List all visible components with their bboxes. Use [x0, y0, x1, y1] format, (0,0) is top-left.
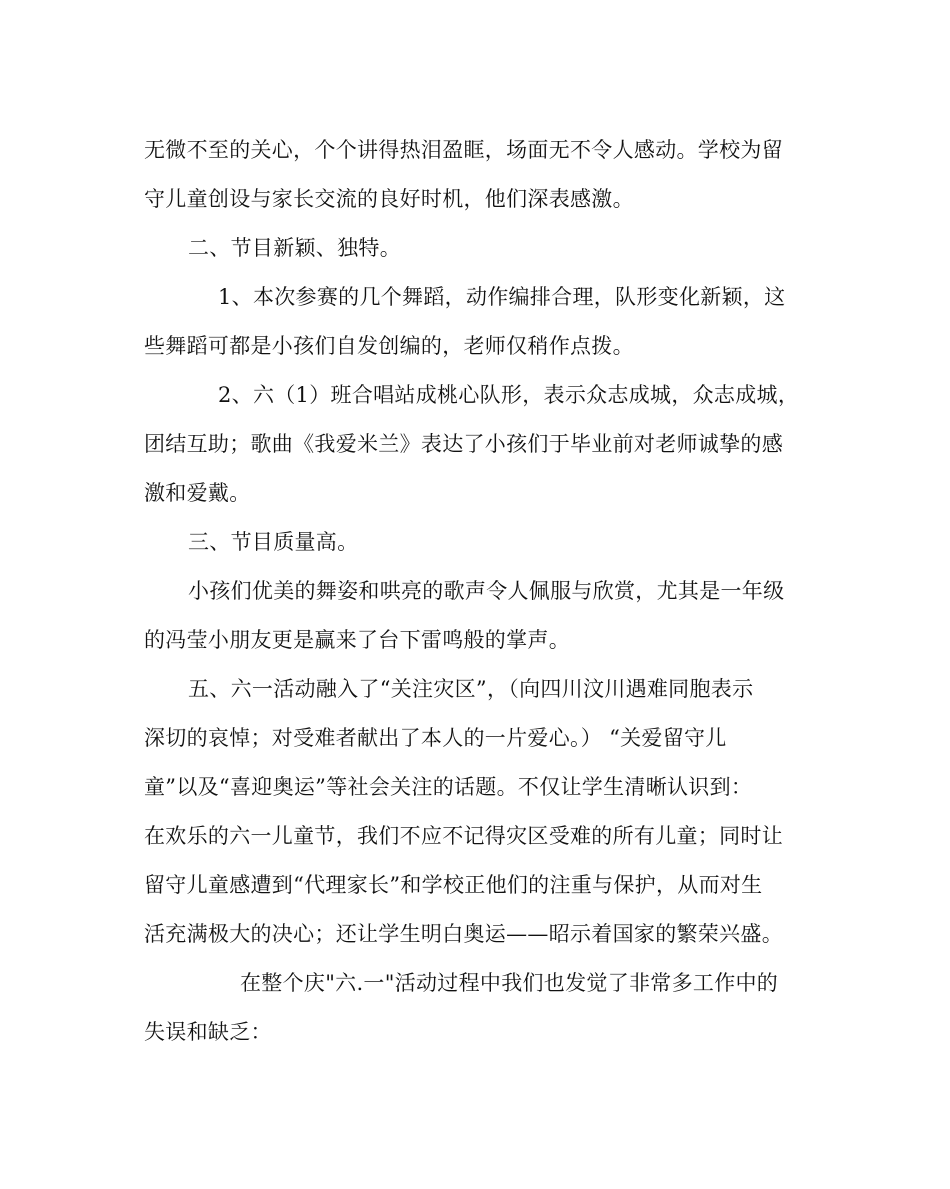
text-line: 1、本次参赛的几个舞蹈，动作编排合理，队形变化新颖，这 — [218, 285, 786, 309]
text-line: 活充满极大的决心；还让学生明白奥运——昭示着国家的繁荣兴盛。 — [144, 922, 783, 946]
paragraph-chorus — [144, 371, 806, 518]
text-line: 深切的哀悼；对受难者献出了本人的一片爱心。） “关爱留守儿 — [144, 726, 727, 750]
document-body — [144, 126, 806, 1057]
text-line: 三、节目质量高。 — [188, 530, 359, 554]
text-line: 在欢乐的六一儿童节，我们不应不记得灾区受难的所有儿童；同时让 — [144, 824, 783, 848]
text-line: 留守儿童感遭到“代理家长”和学校正他们的注重与保护，从而对生 — [144, 873, 763, 897]
text-line: 在整个庆"六.一"活动过程中我们也发觉了非常多工作中的 — [240, 971, 779, 995]
text-line: 守儿童创设与家长交流的良好时机，他们深表感激。 — [144, 187, 634, 211]
text-line: 2、六（1）班合唱站成桃心队形，表示众志成城，众志成城， — [218, 383, 800, 407]
text-line: 小孩们优美的舞姿和哄亮的歌声令人佩服与欣赏，尤其是一年级 — [188, 579, 785, 603]
text-line: 二、节目新颖、独特。 — [188, 236, 401, 260]
text-line: 激和爱戴。 — [144, 481, 251, 505]
paragraph-shortcomings — [144, 959, 806, 1057]
text-line: 五、六一活动融入了“关注灾区”，（向四川汶川遇难同胞表示 — [188, 677, 754, 701]
text-line: 无微不至的关心，个个讲得热泪盈眶，场面无不令人感动。学校为留 — [144, 138, 783, 162]
text-line: 的冯莹小朋友更是赢来了台下雷鸣般的掌声。 — [144, 628, 570, 652]
heading-novel-programs — [144, 224, 806, 273]
text-line: 团结互助；歌曲《我爱米兰》表达了小孩们于毕业前对老师诚挚的感 — [144, 432, 783, 456]
text-line: 失误和缺乏： — [144, 1020, 272, 1044]
paragraph-dance — [144, 273, 806, 371]
paragraph-performance — [144, 567, 806, 665]
paragraph-care — [144, 126, 806, 224]
text-line: 童”以及“喜迎奥运”等社会关注的话题。不仅让学生清晰认识到： — [144, 775, 753, 799]
heading-quality — [144, 518, 806, 567]
paragraph-disaster-area — [144, 665, 806, 959]
text-line: 些舞蹈可都是小孩们自发创编的，老师仅稍作点拨。 — [144, 334, 634, 358]
